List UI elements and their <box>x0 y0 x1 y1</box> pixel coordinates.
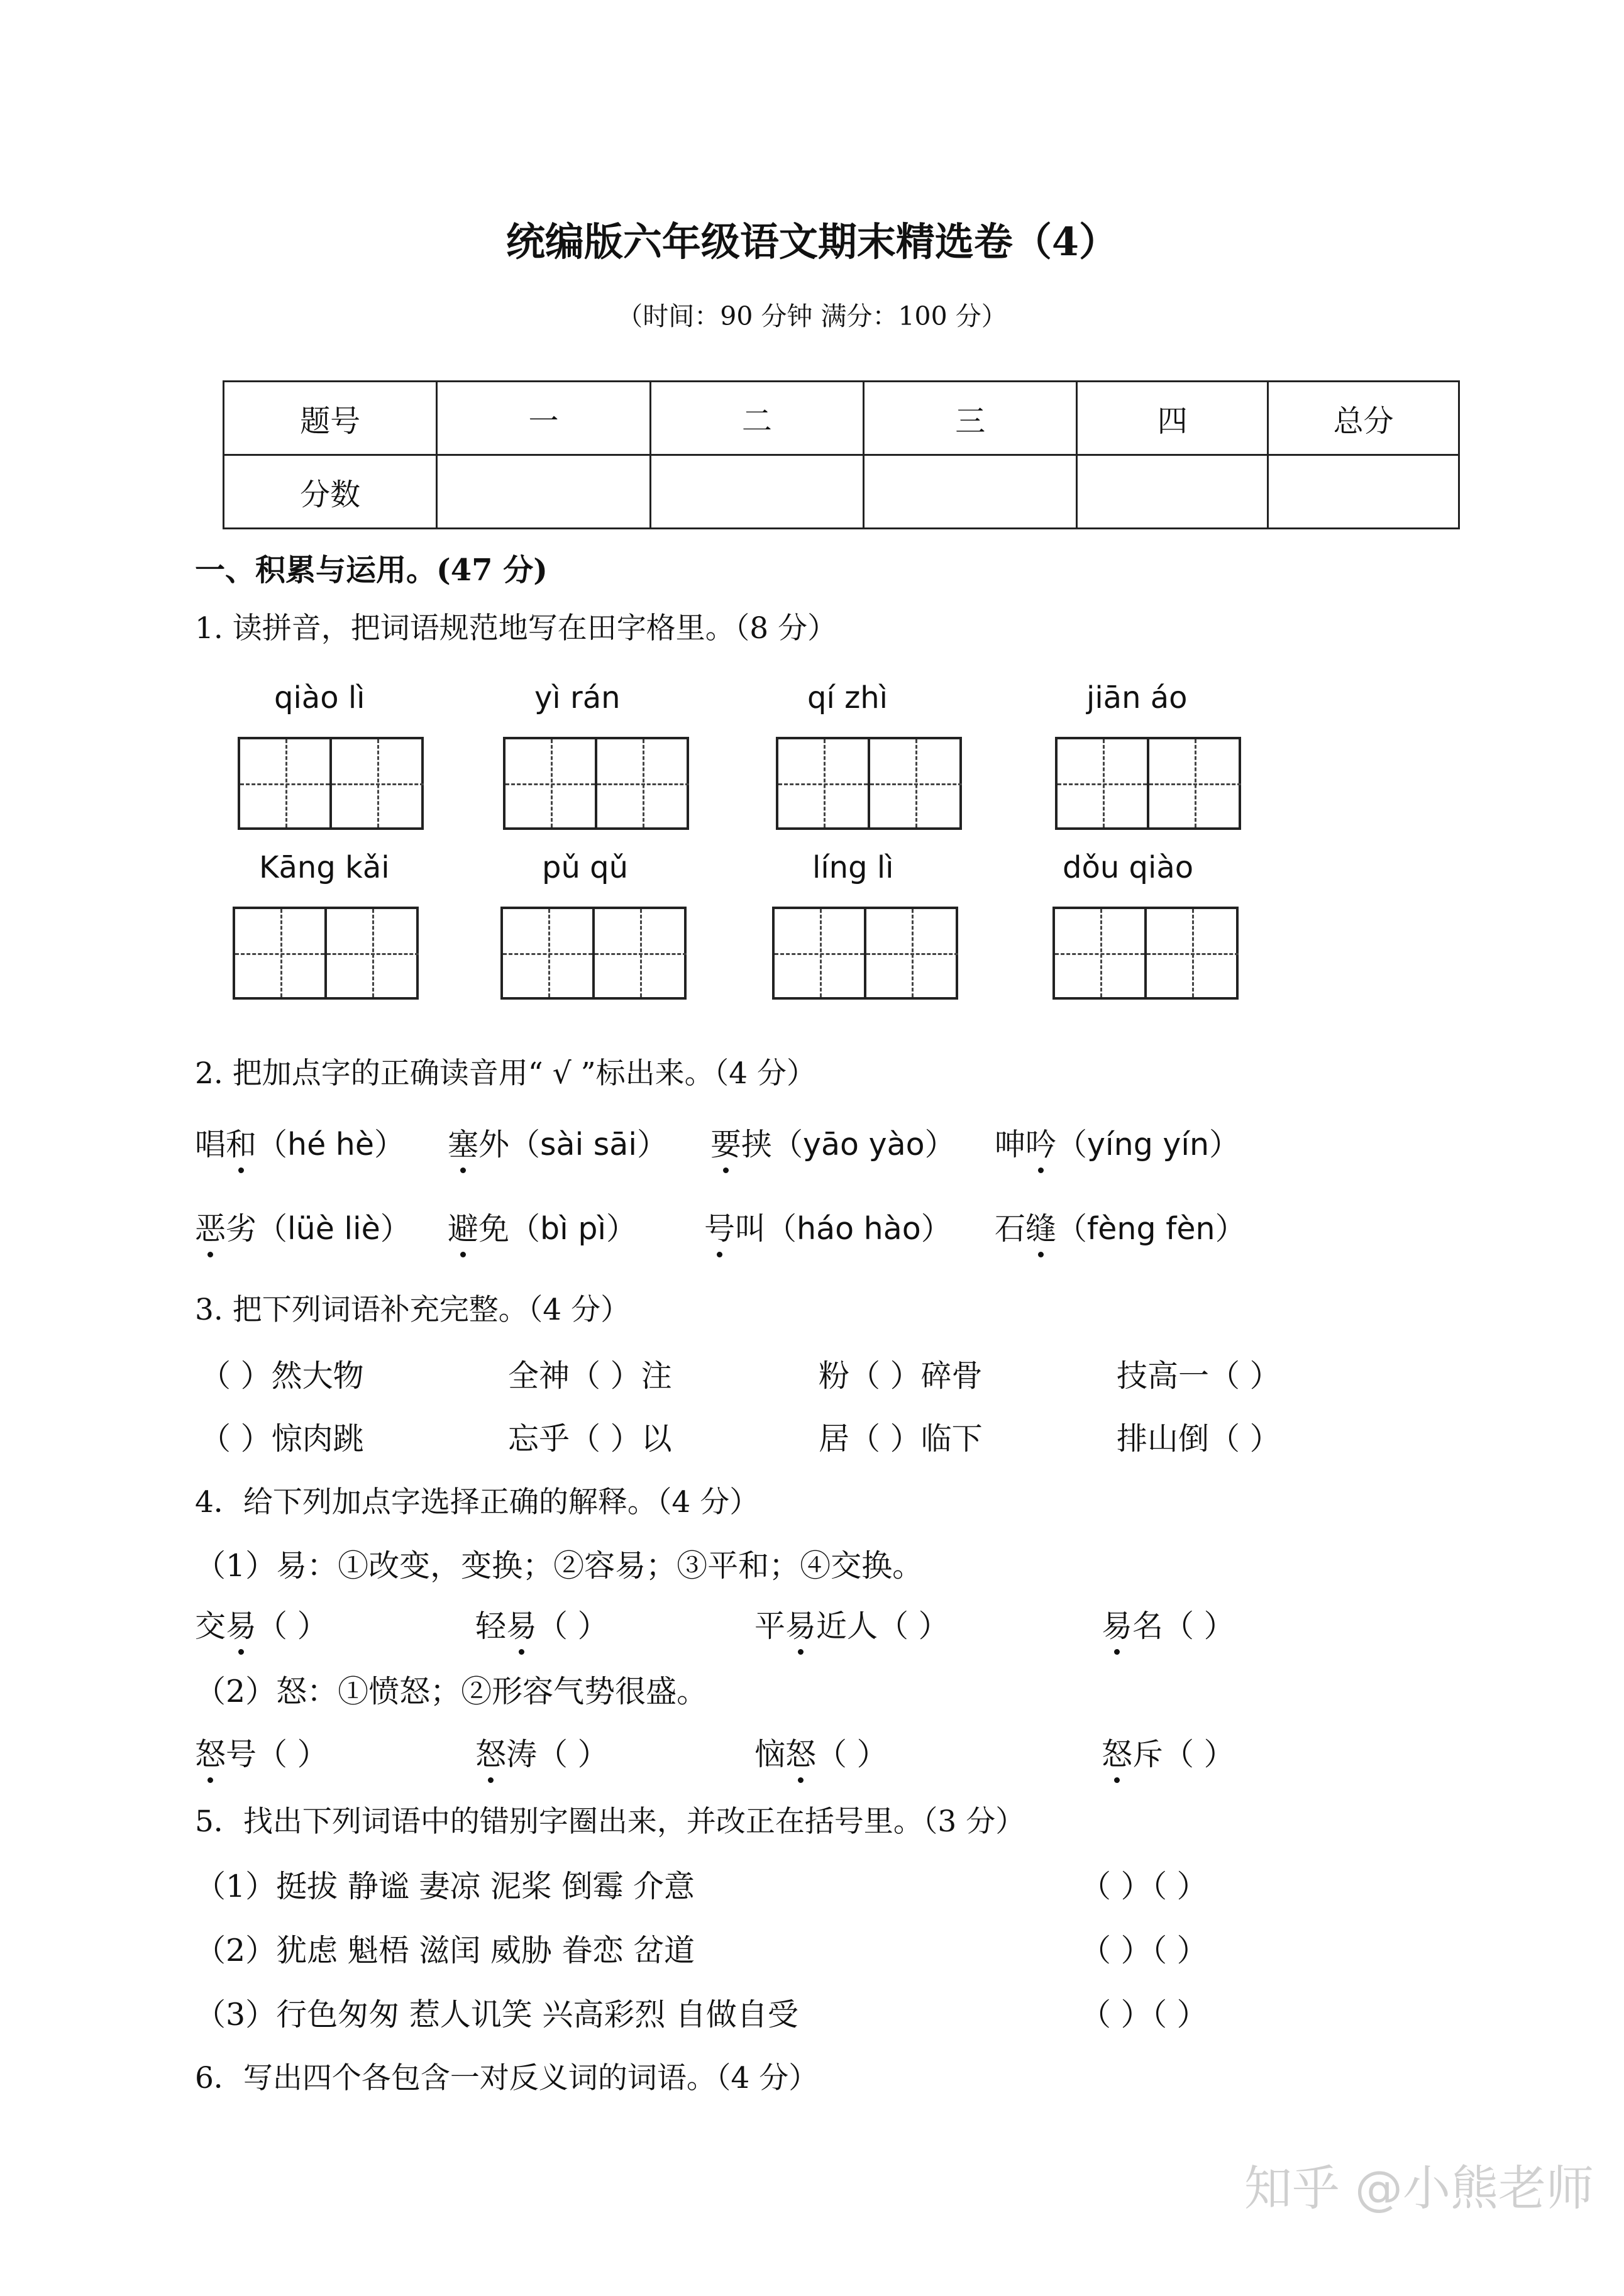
word-item: 怒涛（ ） <box>475 1730 609 1774</box>
table-row <box>224 455 1459 529</box>
answer-blank[interactable]: （ ） <box>537 1736 609 1772</box>
idiom-fill[interactable]: 技高一（ ） <box>1117 1358 1281 1394</box>
dotted-char: 吟 <box>1025 1120 1056 1164</box>
dotted-char: 恶 <box>195 1205 226 1249</box>
dotted-char: 怒 <box>785 1730 816 1774</box>
tianzige-box[interactable] <box>1055 737 1241 830</box>
dotted-char: 和 <box>226 1120 257 1164</box>
word-item: 交易（ ） <box>195 1602 328 1646</box>
question-2-prompt: 2. 把加点字的正确读音用“ √ ”标出来。（4 分） <box>195 1056 817 1091</box>
correction-blanks[interactable]: （ ）（ ） <box>1080 1933 1208 1968</box>
answer-blank[interactable]: （ ） <box>878 1608 949 1644</box>
page-title: 统编版六年级语文期末精选卷（4） <box>505 219 1119 265</box>
score-cell[interactable] <box>437 455 650 529</box>
answer-blank[interactable]: （ ） <box>257 1608 328 1644</box>
pinyin-options[interactable]: （sài sāi） <box>509 1127 668 1162</box>
pinyin-label: yì rán <box>534 680 621 715</box>
score-cell[interactable] <box>1077 455 1268 529</box>
dotted-char: 避 <box>448 1205 478 1249</box>
question-5-prompt: 5．找出下列词语中的错别字圈出来，并改正在括号里。（3 分） <box>195 1804 1025 1839</box>
answer-blank[interactable]: （ ） <box>1163 1736 1235 1772</box>
pinyin-options[interactable]: （yíng yín） <box>1056 1127 1240 1162</box>
pinyin-options[interactable]: （bì pì） <box>509 1211 638 1247</box>
word-item: 怒号（ ） <box>195 1730 328 1774</box>
reading-item: 号叫（háo hào） <box>704 1205 952 1249</box>
question-6-prompt: 6．写出四个各包含一对反义词的词语。（4 分） <box>195 2061 819 2095</box>
tianzige-box[interactable] <box>776 737 962 830</box>
reading-item: 避免（bì pì） <box>448 1205 637 1249</box>
pinyin-options[interactable]: （yāo yào） <box>772 1127 956 1162</box>
word-item: 易名（ ） <box>1102 1602 1235 1646</box>
word-item: 恼怒（ ） <box>754 1730 888 1774</box>
definition-options: （1）易：①改变，变换；②容易；③平和；④交换。 <box>195 1548 924 1584</box>
reading-item: 呻吟（yíng yín） <box>995 1120 1240 1164</box>
dotted-char: 怒 <box>475 1730 506 1774</box>
word-item: 平易近人（ ） <box>754 1602 949 1646</box>
dotted-char: 易 <box>506 1602 537 1646</box>
reading-item: 石缝（fèng fèn） <box>995 1205 1246 1249</box>
idiom-fill[interactable]: 粉（ ）碎骨 <box>819 1358 983 1394</box>
pinyin-label: líng lì <box>812 850 894 885</box>
watermark: 知乎 @小熊老师 <box>1244 2160 1594 2216</box>
tianzige-box[interactable] <box>772 907 958 1000</box>
idiom-fill[interactable]: （ ）然大物 <box>200 1358 364 1394</box>
word-item: 轻易（ ） <box>475 1602 609 1646</box>
section-title: 一、积累与运用。(47 分) <box>195 553 548 588</box>
pinyin-label: jiān áo <box>1086 680 1188 715</box>
table-header-cell: 题号 <box>224 382 437 455</box>
answer-blank[interactable]: （ ） <box>1163 1608 1235 1644</box>
tianzige-box[interactable] <box>503 737 689 830</box>
pinyin-label: qí zhì <box>807 680 888 715</box>
dotted-char: 要 <box>710 1120 741 1164</box>
correction-blanks[interactable]: （ ）（ ） <box>1080 1868 1208 1904</box>
idiom-fill[interactable]: 全神（ ）注 <box>508 1358 672 1394</box>
dotted-char: 号 <box>704 1205 735 1249</box>
tianzige-box[interactable] <box>238 737 424 830</box>
tianzige-box[interactable] <box>500 907 687 1000</box>
error-word-row[interactable]: （3）行色匆匆 惹人讥笑 兴高彩烈 自做自受 <box>195 1997 798 2033</box>
table-header-cell: 四 <box>1077 382 1268 455</box>
score-cell[interactable] <box>650 455 863 529</box>
reading-item: 恶劣（lüè liè） <box>195 1205 411 1249</box>
tianzige-box[interactable] <box>1052 907 1239 1000</box>
dotted-char: 易 <box>226 1602 257 1646</box>
idiom-fill[interactable]: 忘乎（ ）以 <box>508 1421 672 1457</box>
table-row <box>224 382 1459 455</box>
score-table <box>223 380 1460 529</box>
question-1-prompt: 1. 读拼音，把词语规范地写在田字格里。（8 分） <box>195 611 837 646</box>
pinyin-label: dǒu qiào <box>1063 850 1194 885</box>
pinyin-options[interactable]: （lüè liè） <box>257 1211 411 1247</box>
dotted-char: 易 <box>1102 1602 1132 1646</box>
table-header-cell: 一 <box>437 382 650 455</box>
pinyin-label: Kāng kǎi <box>259 850 390 885</box>
word-item: 怒斥（ ） <box>1102 1730 1235 1774</box>
reading-item: 唱和（hé hè） <box>195 1120 405 1164</box>
score-cell[interactable] <box>864 455 1077 529</box>
dotted-char: 易 <box>785 1602 816 1646</box>
dotted-char: 怒 <box>195 1730 226 1774</box>
correction-blanks[interactable]: （ ）（ ） <box>1080 1997 1208 2033</box>
pinyin-label: qiào lì <box>274 680 365 715</box>
error-word-row[interactable]: （2）犹虑 魁梧 滋闰 威胁 眷恋 岔道 <box>195 1933 695 1968</box>
reading-item: 要挟（yāo yào） <box>710 1120 956 1164</box>
question-4-prompt: 4．给下列加点字选择正确的解释。（4 分） <box>195 1485 760 1520</box>
table-header-cell: 总分 <box>1268 382 1459 455</box>
tianzige-box[interactable] <box>233 907 419 1000</box>
answer-blank[interactable]: （ ） <box>257 1736 328 1772</box>
question-3-prompt: 3. 把下列词语补充完整。（4 分） <box>195 1293 631 1327</box>
dotted-char: 缝 <box>1025 1205 1056 1249</box>
pinyin-options[interactable]: （hé hè） <box>257 1127 406 1162</box>
pinyin-options[interactable]: （háo hào） <box>766 1211 952 1247</box>
idiom-fill[interactable]: 排山倒（ ） <box>1117 1421 1281 1457</box>
answer-blank[interactable]: （ ） <box>537 1608 609 1644</box>
idiom-fill[interactable]: 居（ ）临下 <box>819 1421 983 1457</box>
answer-blank[interactable]: （ ） <box>816 1736 888 1772</box>
idiom-fill[interactable]: （ ）惊肉跳 <box>200 1421 364 1457</box>
pinyin-label: pǔ qǔ <box>542 850 629 885</box>
score-cell[interactable] <box>1268 455 1459 529</box>
table-header-cell: 二 <box>650 382 863 455</box>
error-word-row[interactable]: （1）挺拔 静谧 妻凉 泥桨 倒霉 介意 <box>195 1868 695 1904</box>
table-header-cell: 三 <box>864 382 1077 455</box>
table-row-label: 分数 <box>224 455 437 529</box>
reading-item: 塞外（sài sāi） <box>448 1120 668 1164</box>
definition-options: （2）怒：①愤怒；②形容气势很盛。 <box>195 1674 708 1709</box>
dotted-char: 塞 <box>448 1120 478 1164</box>
dotted-char: 怒 <box>1102 1730 1132 1774</box>
exam-info: （时间：90 分钟 满分：100 分） <box>617 301 1007 331</box>
pinyin-options[interactable]: （fèng fèn） <box>1056 1211 1246 1247</box>
